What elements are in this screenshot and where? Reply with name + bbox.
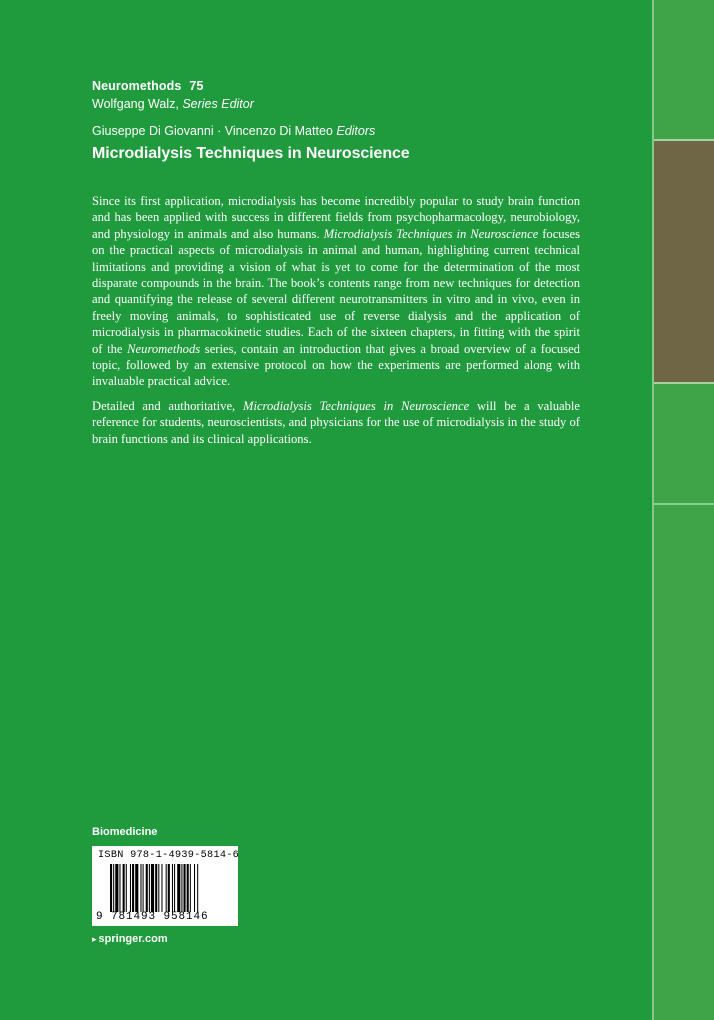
barcode-bar — [158, 864, 159, 912]
series-editor-line — [92, 97, 254, 111]
series-editor-name: Wolfgang Walz, — [92, 97, 179, 111]
editors-names: Giuseppe Di Giovanni · Vincenzo Di Matteo — [92, 124, 333, 138]
description-text: Since its first application, microdialysis has become incredibly popular to study brain function and has been applied with success in different fields from psychopharmacology, neurobiology, and physiology in animals and also humans. — [92, 194, 580, 241]
series-editor-role: Series Editor — [182, 97, 254, 111]
barcode-bar — [190, 864, 191, 912]
barcode-bar — [132, 864, 134, 912]
barcode-bar — [172, 864, 173, 912]
description-text: focuses on the practical aspects of microdialysis in animal and human, highlighting current technical limitations and providing a vision of what is yet to come for the determination of the most disparate compounds in the brain. The book’s contents range from new techniques for detection and quantifying the release of several different neurotransmitters in vitro and in vivo, even in freely moving animals, to sophisticated use of reverse dialysis and the application of microdialysis in pharmacokinetic studies. Each of the sixteen chapters, in fitting with the spirit of the — [92, 226, 580, 356]
barcode-bar — [168, 864, 170, 912]
barcode-bar — [115, 864, 118, 912]
barcode-bar — [110, 864, 112, 912]
barcode-bar — [130, 864, 131, 912]
barcode-bar — [151, 864, 154, 912]
barcode-bar — [187, 864, 189, 912]
barcode-digits: 9 781493 958146 — [96, 911, 209, 923]
description-title-ref: Microdialysis Techniques in Neuroscience — [323, 226, 539, 241]
barcode-bar — [161, 864, 162, 912]
barcode-bar — [155, 864, 157, 912]
barcode-bar — [184, 864, 186, 912]
publisher-website[interactable] — [92, 933, 168, 945]
description-text: will be a valuable reference for students, neuroscientists, and physicians for the use of microdialysis in the study of brain functions and its clinical applications. — [92, 398, 580, 446]
isbn-barcode — [92, 846, 238, 926]
barcode-bar — [194, 864, 195, 912]
barcode-bar — [119, 864, 120, 912]
description-text: series, contain an introduction that gives a broad overview of a focused topic, followed by an extensive protocol on how the experiments are performed along with invaluable practical advice. — [92, 341, 580, 389]
description-series-ref: Neuromethods — [127, 341, 201, 356]
barcode-bar — [166, 864, 167, 912]
barcode-bar — [181, 864, 182, 912]
series-volume: 75 — [189, 79, 204, 93]
barcode-bar — [177, 864, 180, 912]
book-description — [92, 193, 580, 455]
series-line — [92, 79, 212, 93]
description-paragraph-1 — [92, 193, 580, 390]
barcode-bar — [146, 864, 148, 912]
barcode-bar — [113, 864, 114, 912]
isbn-label: ISBN 978-1-4939-5814-6 — [98, 850, 240, 861]
website-url[interactable]: springer.com — [98, 933, 168, 945]
barcode-bars — [110, 864, 230, 912]
arrow-icon: ▸ — [92, 934, 97, 944]
subject-category: Biomedicine — [92, 826, 158, 838]
book-title: Microdialysis Techniques in Neuroscience — [92, 145, 410, 162]
barcode-bar — [174, 864, 175, 912]
spine-color-block — [654, 139, 714, 384]
barcode-bar — [197, 864, 198, 912]
editors-line — [92, 124, 375, 138]
barcode-bar — [140, 864, 141, 912]
barcode-bar — [135, 864, 138, 912]
description-title-ref: Microdialysis Techniques in Neuroscience — [242, 398, 470, 413]
barcode-bar — [123, 864, 125, 912]
description-paragraph-2 — [92, 398, 580, 447]
description-text: Detailed and authoritative, — [92, 398, 243, 413]
spine-separator — [654, 503, 714, 505]
editors-role: Editors — [336, 124, 376, 138]
barcode-bar — [149, 864, 150, 912]
series-name: Neuromethods — [92, 79, 182, 93]
barcode-bar — [126, 864, 127, 912]
barcode-bar — [143, 864, 144, 912]
